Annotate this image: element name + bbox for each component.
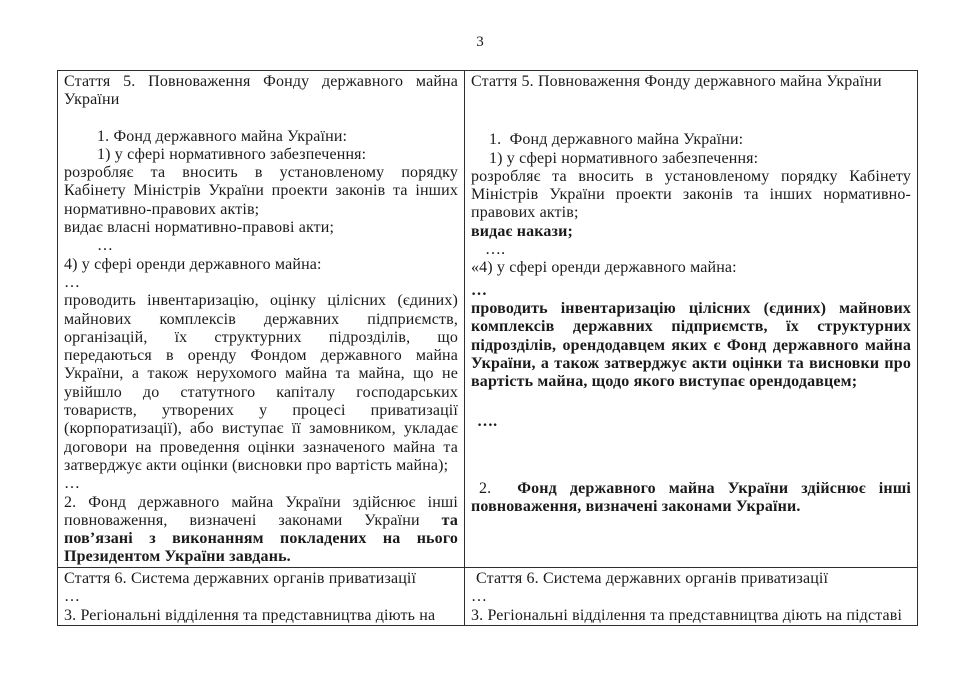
text-run: Фонд державного майна України здійснює інші повноваження, визначені законами України. [471,479,911,516]
paragraph [471,300,911,391]
text-run: проводить інвентаризацію цілісних (єдиних) майнових комплексів державних підприємств, їх структурних підрозділів, орендодавцем яких є Фонд державного майна України, а також затверджує акти оцінки та висновки про вартість майна, щодо якого виступає орендодавцем; [471,299,911,391]
cell-content [471,73,911,565]
text-run: та пов’язані з виконанням покладених на нього Президентом України завдань. [64,511,458,565]
paragraph [64,570,458,588]
paragraph [64,292,458,475]
comparison-table [57,70,918,626]
cell-article5-current-version [58,71,465,568]
paragraph [471,168,911,223]
paragraph [64,128,458,146]
paragraph [471,607,911,623]
text-run: … [64,588,81,606]
paragraph [64,73,458,110]
paragraph [471,73,911,91]
cell-content [64,570,458,623]
paragraph [471,259,911,277]
paragraph [64,164,458,219]
table-row-article-6 [58,568,918,626]
cell-content [471,570,911,623]
paragraph [64,146,458,164]
text-run: 1) у сфері нормативного забезпечення: [97,145,367,163]
text-run: 2. [479,479,518,497]
text-run: … [64,273,81,291]
text-run: 4) у сфері оренди державного майна: [64,255,322,273]
paragraph [471,241,911,259]
paragraph [64,494,458,565]
paragraph [471,150,911,168]
text-run: видає накази; [471,222,573,240]
text-run: 1. Фонд державного майна України: [489,131,744,149]
paragraph [64,237,458,255]
page-number: 3 [476,34,484,50]
paragraph [64,475,458,493]
text-run: 2. Фонд державного майна України здійснює інші повноваження, визначені законами України [64,493,458,529]
text-run: 1. Фонд державного майна України: [97,127,348,145]
paragraph [64,588,458,606]
cell-content [64,73,458,565]
text-run: … [97,237,114,255]
text-run: видає власні нормативно-правові акти; [64,219,335,237]
text-run: розробляє та вносить в установленому порядку Кабінету Міністрів України проекти законів та інших нормативно-правових актів; [471,167,911,222]
paragraph [64,274,458,292]
text-run: проводить інвентаризацію, оцінку цілісних (єдиних) майнових комплексів державних підприємств, організацій, їх структурних підрозділів, що передаються в оренду Фондом державного майна України, а також нерухомого майна та майна, що не увійшло до статутного капіталу господарських товариств, утворених у процесі приватизації (корпоратизації), або виступає її замовником, укладає договори на проведення оцінки зазначеного майна та затверджує акти оцінки (висновки про вартість майна); [64,292,458,474]
paragraph [471,480,911,517]
text-run: 3. Регіональні відділення та представництва діють на [64,606,436,623]
paragraph [471,570,911,588]
paragraph [471,413,911,431]
cell-article6-current-version [58,568,465,626]
paragraph [471,282,911,300]
paragraph [64,219,458,237]
paragraph [471,223,911,241]
paragraph [64,256,458,274]
paragraph [471,588,911,606]
paragraph [64,607,458,623]
text-run: 1) у сфері нормативного забезпечення: [489,149,759,167]
text-run: розробляє та вносить в установленому порядку Кабінету Міністрів України проекти законів та інших нормативно-правових актів; [64,164,458,218]
text-run: «4) у сфері оренди державного майна: [471,259,737,277]
cell-article6-proposed-version [465,568,918,626]
text-run: Стаття 5. Повноваження Фонду державного майна України [64,73,458,109]
text-run: Стаття 6. Система державних органів приватизації [64,570,417,587]
paragraph [471,131,911,149]
cell-article5-proposed-version [465,71,918,568]
text-run: … [471,588,488,606]
text-run: Стаття 6. Система державних органів приватизації [476,570,829,587]
text-run: … [471,281,488,299]
text-run: … [64,475,81,493]
text-run: …. [477,413,498,431]
table-row-article-5 [58,71,918,568]
text-run: …. [485,241,506,259]
text-run: Стаття 5. Повноваження Фонду державного майна України [471,73,882,90]
text-run: 3. Регіональні відділення та представництва діють на підставі [471,606,903,623]
